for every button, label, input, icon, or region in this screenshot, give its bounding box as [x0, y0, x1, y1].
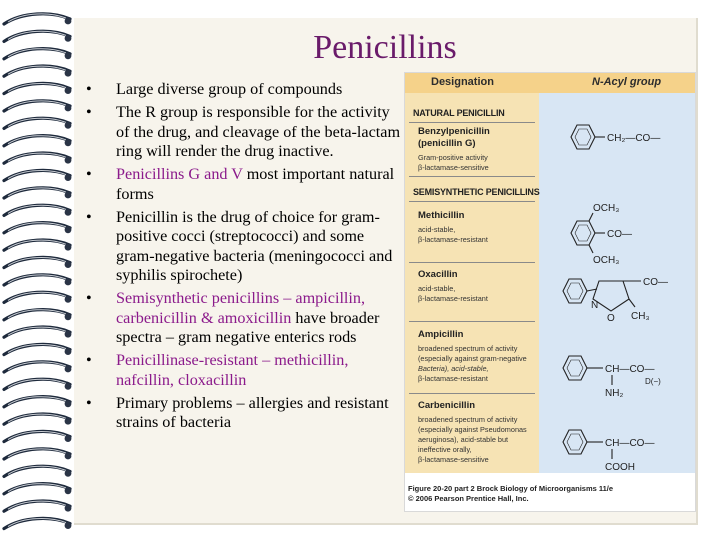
drug-name: Ampicillin: [418, 329, 464, 340]
drug-note: Gram-positive activity: [418, 153, 488, 162]
methicillin-ome-top: OCH₃: [593, 203, 620, 214]
benzene-ring-icon: [563, 279, 587, 303]
slide-title: Penicillins: [313, 29, 457, 66]
figure-header: [405, 73, 695, 93]
drug-name: Carbenicillin: [418, 400, 476, 411]
bullet-item: • Penicillinase-resistant – methicillin, nafcillin, cloxacillin: [86, 351, 349, 389]
bullet-item: • Penicillin is the drug of choice for gram-positive cocci (streptococci) and some gram-negative bacteria (meningococci and syphilis spirochete): [86, 207, 393, 284]
bullet-item: • Semisynthetic penicillins – ampicillin, carbenicillin & amoxicillin have broader spectra – gram negative enterics rods: [86, 289, 380, 346]
ampicillin-d-label: D(−): [645, 377, 661, 386]
drug-note: broadened spectrum of activity: [418, 344, 518, 353]
spiral-binding-icon: [0, 0, 82, 540]
drug-name: Oxacillin: [418, 269, 458, 280]
drug-name-alt: (penicillin G): [418, 138, 476, 149]
benzene-ring-icon: [571, 125, 595, 149]
acyl-structures: [539, 93, 695, 473]
divider: [409, 262, 535, 263]
figure-caption: Figure 20-20 part 2 Brock Biology of Microorganisms 11/e © 2006 Pearson Prentice Hall, Inc.: [408, 484, 614, 503]
bullet-item: • Large diverse group of compounds: [86, 80, 343, 98]
oxacillin-o-label: O: [607, 313, 615, 324]
isoxazole-ring-icon: [593, 281, 629, 311]
drug-note: β-lactamase-resistant: [418, 235, 488, 244]
drug-note: acid-stable,: [418, 225, 456, 234]
oxacillin-ch3-label: CH₃: [631, 311, 650, 322]
methicillin-co-label: CO—: [607, 229, 632, 240]
benzene-ring-icon: [571, 221, 595, 245]
divider: [409, 393, 535, 394]
drug-note: broadened spectrum of activity: [418, 415, 518, 424]
drug-note: (especially against gram-negative: [418, 354, 527, 363]
drug-note: Bacteria), acid-stable,: [418, 364, 489, 373]
drug-note: β-lactamase-resistant: [418, 294, 488, 303]
bullet-item: • Penicillins G and V most important natural forms: [86, 165, 395, 203]
penicillin-figure: [404, 72, 696, 512]
drug-note: ineffective orally,: [418, 445, 472, 454]
drug-note: β-lactamase-sensitive: [418, 455, 489, 464]
bullet-item: • The R group is responsible for the activity of the drug, and cleavage of the beta-lactam ring will render the drug inactive.: [86, 103, 401, 160]
drug-name: Benzylpenicillin: [418, 126, 490, 137]
drug-note: (especially against Pseudomonas: [418, 425, 527, 434]
carbenicillin-acyl-label: CH—CO—: [605, 438, 655, 449]
bullet-item: • Primary problems – allergies and resistant strains of bacteria: [86, 393, 389, 431]
drug-name: Methicillin: [418, 210, 465, 221]
ampicillin-nh2-label: NH₂: [605, 388, 624, 399]
natural-penicillin-heading: NATURAL PENICILLIN: [413, 108, 505, 118]
bullet-list: [86, 80, 406, 436]
semisynthetic-heading: SEMISYNTHETIC PENICILLINS: [413, 187, 540, 197]
drug-note: β-lactamase-resistant: [418, 374, 488, 383]
ampicillin-acyl-label: CH—CO—: [605, 364, 655, 375]
oxacillin-co-label: CO—: [643, 277, 668, 288]
methicillin-ome-bottom: OCH₃: [593, 255, 620, 266]
divider: [409, 321, 535, 322]
divider: [409, 122, 535, 123]
divider: [409, 176, 535, 177]
header-designation: Designation: [431, 76, 494, 88]
drug-note: acid-stable,: [418, 284, 456, 293]
header-acyl-group: N-Acyl group: [592, 76, 662, 88]
oxacillin-n-label: N: [591, 300, 599, 311]
benzene-ring-icon: [563, 430, 587, 454]
benzyl-acyl-label: CH₂—CO—: [607, 133, 661, 144]
drug-note: aeruginosa), acid-stable but: [418, 435, 509, 444]
drug-note: β-lactamase-sensitive: [418, 163, 489, 172]
benzene-ring-icon: [563, 356, 587, 380]
carbenicillin-cooh-label: COOH: [605, 462, 635, 473]
divider: [409, 201, 535, 202]
